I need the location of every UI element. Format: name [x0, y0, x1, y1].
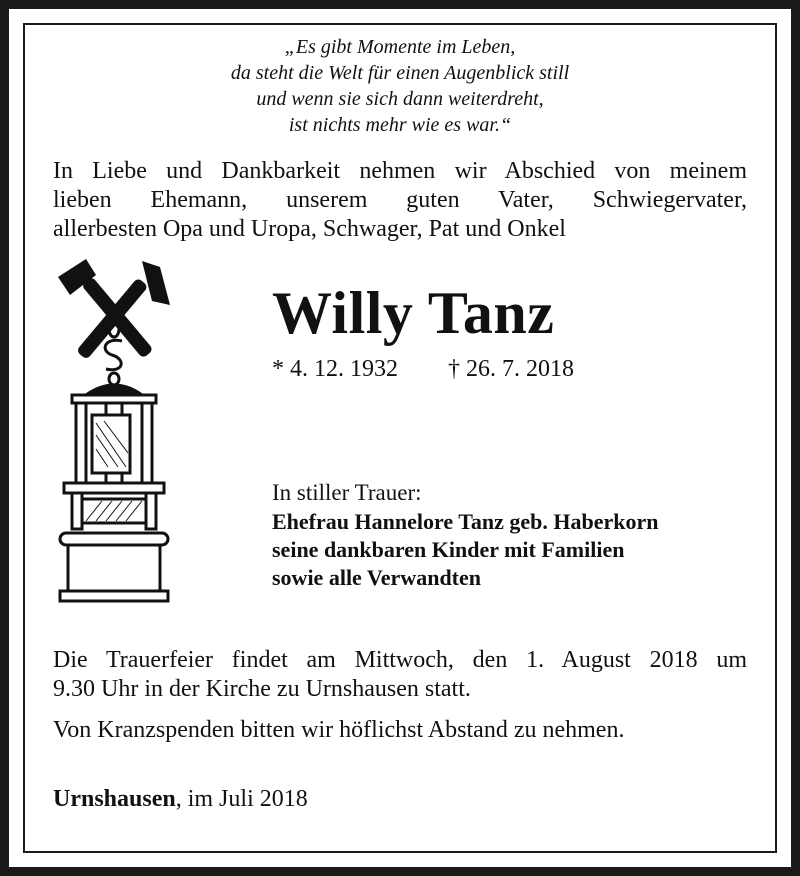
- quote-line: ist nichts mehr wie es war.“: [288, 114, 512, 136]
- birth-date: * 4. 12. 1932: [272, 356, 398, 382]
- death-date: † 26. 7. 2018: [448, 356, 574, 382]
- intro-line: allerbesten Opa und Uropa, Schwager, Pat und Onkel: [53, 216, 566, 242]
- mourners-label: In stiller Trauer:: [272, 480, 422, 505]
- mourner-line: seine dankbaren Kinder mit Familien: [272, 537, 625, 562]
- mourner-line: sowie alle Verwandten: [272, 565, 481, 590]
- hammer-and-pick-miners-lamp-icon: [56, 255, 172, 605]
- mourner-line: Ehefrau Hannelore Tanz geb. Haberkorn: [272, 509, 659, 534]
- quote: [0, 34, 800, 138]
- quote-line: und wenn sie sich dann weiterdreht,: [256, 88, 544, 110]
- quote-line: „Es gibt Momente im Leben,: [284, 36, 516, 58]
- intro-line: lieben Ehemann, unserem guten Vater, Schwiegervater,: [53, 187, 747, 213]
- flowers-note: Von Kranzspenden bitten wir höflichst Abstand zu nehmen.: [53, 717, 625, 743]
- funeral-line: 9.30 Uhr in der Kirche zu Urnshausen statt.: [53, 676, 471, 702]
- funeral-line: Die Trauerfeier findet am Mittwoch, den 1. August 2018 um: [53, 647, 747, 673]
- intro-line: In Liebe und Dankbarkeit nehmen wir Abschied von meinem: [53, 158, 747, 184]
- intro-text: [53, 157, 747, 244]
- miners-lamp-icon: [60, 385, 168, 601]
- place-date: , im Juli 2018: [175, 786, 308, 812]
- mourners-list: [272, 508, 658, 592]
- place-and-date: [53, 785, 308, 814]
- life-dates: [272, 354, 574, 384]
- quote-line: da steht die Welt für einen Augenblick still: [230, 62, 570, 84]
- crossed-tools-icon: [58, 259, 170, 360]
- deceased-name: Willy Tanz: [272, 280, 555, 346]
- funeral-info: [53, 646, 747, 704]
- place-town: Urnshausen: [53, 786, 176, 812]
- chain-hook-icon: [105, 321, 122, 385]
